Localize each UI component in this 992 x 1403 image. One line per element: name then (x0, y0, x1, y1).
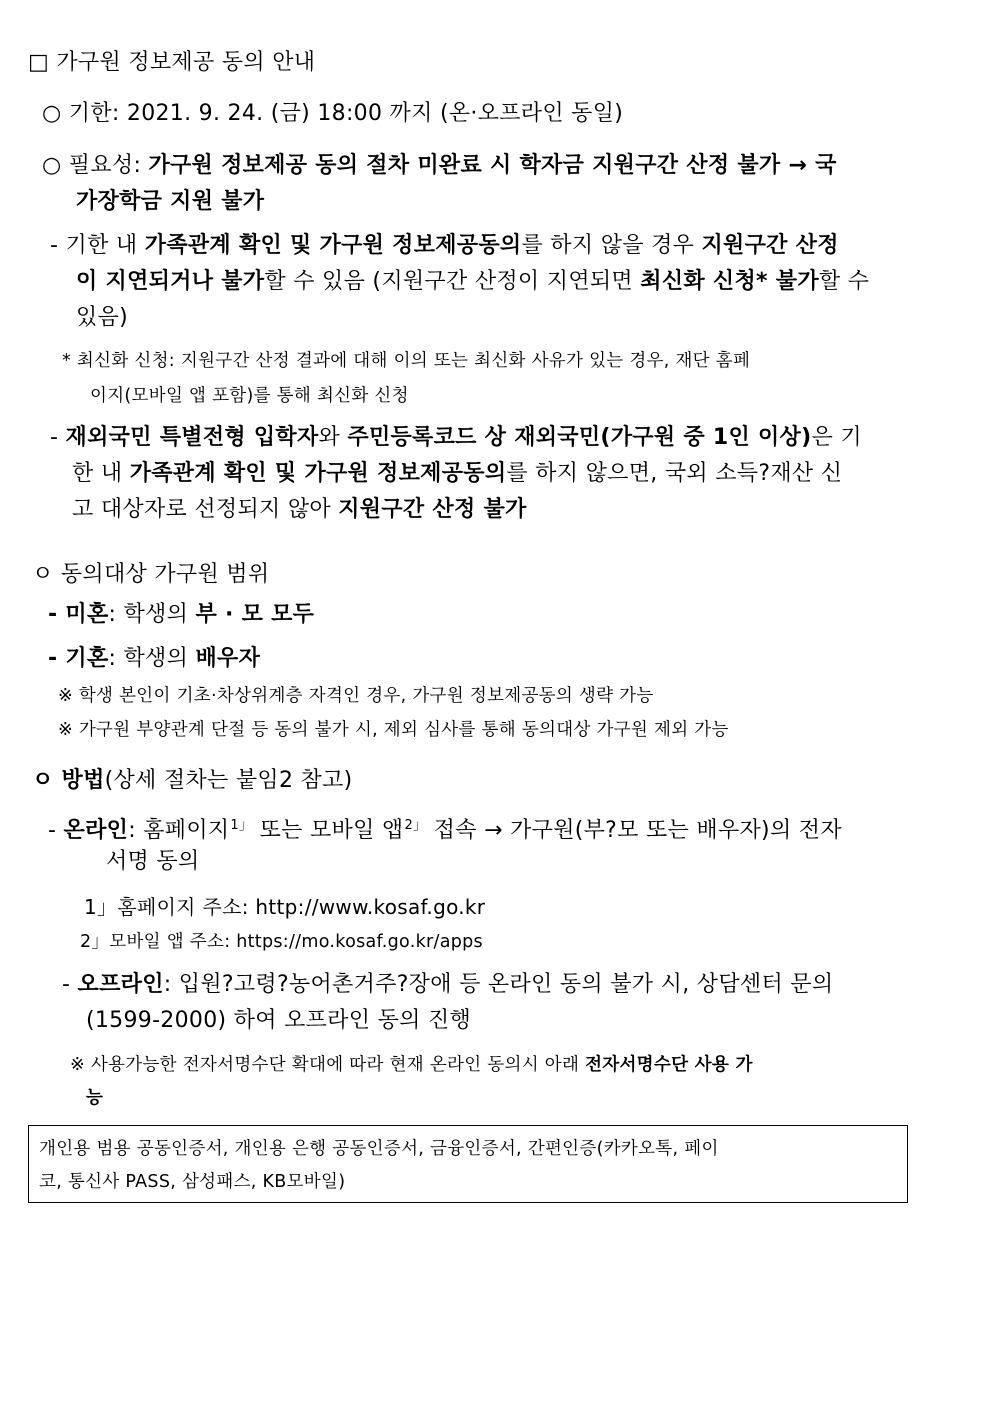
online-p2: 또는 모바일 앱 (252, 818, 404, 843)
online-label: 온라인 (63, 818, 129, 843)
scope-note-1: ※ 학생 본인이 기초·차상위계층 자격인 경우, 가구원 정보제공동의 생략 가능 (58, 686, 654, 706)
scope-unmarried (48, 600, 314, 630)
page-heading: □ 가구원 정보제공 동의 안내 (28, 50, 316, 75)
offline-line-1 (62, 970, 833, 1000)
online-prefix: - (48, 818, 64, 843)
certificate-box (28, 1125, 908, 1203)
dash2-line-1 (50, 423, 862, 453)
dash1-l2-p2: 할 수 (818, 269, 870, 294)
online-p1: : 홈페이지 (128, 818, 230, 843)
offline-p1: : 입원?고령?농어촌거주?장애 등 온라인 동의 불가 시, 상담센터 문의 (163, 972, 834, 997)
online-p3: 접속 → 가구원(부?모 또는 배우자)의 전자 (426, 818, 842, 843)
deadline-line: ○ 기한: 2021. 9. 24. (금) 18:00 까지 (온·오프라인 동일) (42, 101, 624, 126)
offline-line-2: (1599-2000) 하여 오프라인 동의 진행 (86, 1008, 472, 1033)
necessity-line-1 (42, 151, 837, 181)
dash1-line-2 (76, 267, 869, 297)
dash1-l2-b1: 이 지연되거나 불가 (76, 269, 265, 294)
dash1-l2-p1: 할 수 있음 (지원구간 산정이 지연되면 (264, 269, 641, 294)
dash2-l2-p2: 를 하지 않으면, 국외 소득?재산 신 (506, 461, 843, 486)
update-note-line-2: 이지(모바일 앱 포함)를 통해 최신화 신청 (90, 386, 409, 406)
dash2-l3-b1: 지원구간 산정 불가 (338, 497, 527, 522)
dash2-l3-p1: 고 대상자로 선정되지 않아 (72, 497, 339, 522)
certificate-box-line-1: 개인용 범용 공동인증서, 개인용 은행 공동인증서, 금융인증서, 간편인증(카카오톡, 페이 (39, 1139, 719, 1159)
dash2-p2: 와 (318, 425, 348, 450)
dash1-line-1 (50, 231, 839, 261)
esign-note-bold: 전자서명수단 사용 가 (585, 1055, 753, 1075)
online-sup1: 1」 (230, 818, 253, 833)
esign-note-line-1 (70, 1052, 753, 1078)
update-note-line-1: * 최신화 신청: 지원구간 산정 결과에 대해 이의 또는 최신화 사유가 있는 경우, 재단 홈페 (62, 351, 751, 371)
dash1-b2: 지원구간 산정 (701, 233, 839, 258)
married-label: - 기혼 (48, 646, 109, 671)
dash2-b2: 주민등록코드 상 재외국민(가구원 중 1인 이상) (347, 425, 812, 450)
dash1-l2-b2: 최신화 신청* 불가 (640, 269, 819, 294)
unmarried-bold: 부 · 모 모두 (195, 602, 315, 627)
married-text: : 학생의 (108, 646, 196, 671)
esign-note-text: ※ 사용가능한 전자서명수단 확대에 따라 현재 온라인 동의시 아래 (70, 1055, 586, 1075)
certificate-box-line-2: 코, 통신사 PASS, 삼성패스, KB모바일) (39, 1172, 346, 1192)
esign-note-line-2: 능 (86, 1088, 104, 1108)
scope-note-2: ※ 가구원 부양관계 단절 등 동의 불가 시, 제외 심사를 통해 동의대상 가구원 제외 가능 (58, 720, 729, 740)
necessity-prefix: ○ 필요성: (42, 153, 149, 178)
method-title-text: (상세 절차는 붙임2 참고) (104, 768, 353, 793)
dash2-l2-b1: 가족관계 확인 및 가구원 정보제공동의 (129, 461, 507, 486)
unmarried-label: - 미혼 (48, 602, 109, 627)
dash1-p2: 를 하지 않을 경우 (521, 233, 702, 258)
online-line-1 (48, 811, 842, 846)
married-bold: 배우자 (195, 646, 261, 671)
method-title (32, 766, 353, 796)
method-title-bold: ㅇ 방법 (32, 768, 105, 793)
unmarried-text: : 학생의 (108, 602, 196, 627)
online-line-2: 서명 동의 (106, 849, 200, 874)
scope-title: ㅇ 동의대상 가구원 범위 (32, 562, 270, 587)
dash1-b1: 가족관계 확인 및 가구원 정보제공동의 (144, 233, 522, 258)
offline-label: 오프라인 (77, 972, 164, 997)
dash2-line-2 (72, 459, 842, 489)
dash1-p1: - 기한 내 (50, 233, 145, 258)
footnote-homepage: 1」홈페이지 주소: http://www.kosaf.go.kr (84, 895, 486, 919)
dash1-line-3: 있음) (76, 305, 128, 330)
dash2-p1: - (50, 425, 66, 450)
dash2-l2-p1: 한 내 (72, 461, 130, 486)
online-sup2: 2」 (404, 818, 427, 833)
necessity-line-2: 가장학금 지원 불가 (76, 189, 265, 214)
scope-married (48, 644, 260, 674)
necessity-bold-1: 가구원 정보제공 동의 절차 미완료 시 학자금 지원구간 산정 불가 → 국 (148, 153, 837, 178)
footnote-mobile-app: 2」모바일 앱 주소: https://mo.kosaf.go.kr/apps (80, 932, 483, 952)
offline-prefix: - (62, 972, 78, 997)
dash2-b1: 재외국민 특별전형 입학자 (65, 425, 319, 450)
dash2-line-3 (72, 495, 527, 525)
dash2-p3: 은 기 (811, 425, 862, 450)
